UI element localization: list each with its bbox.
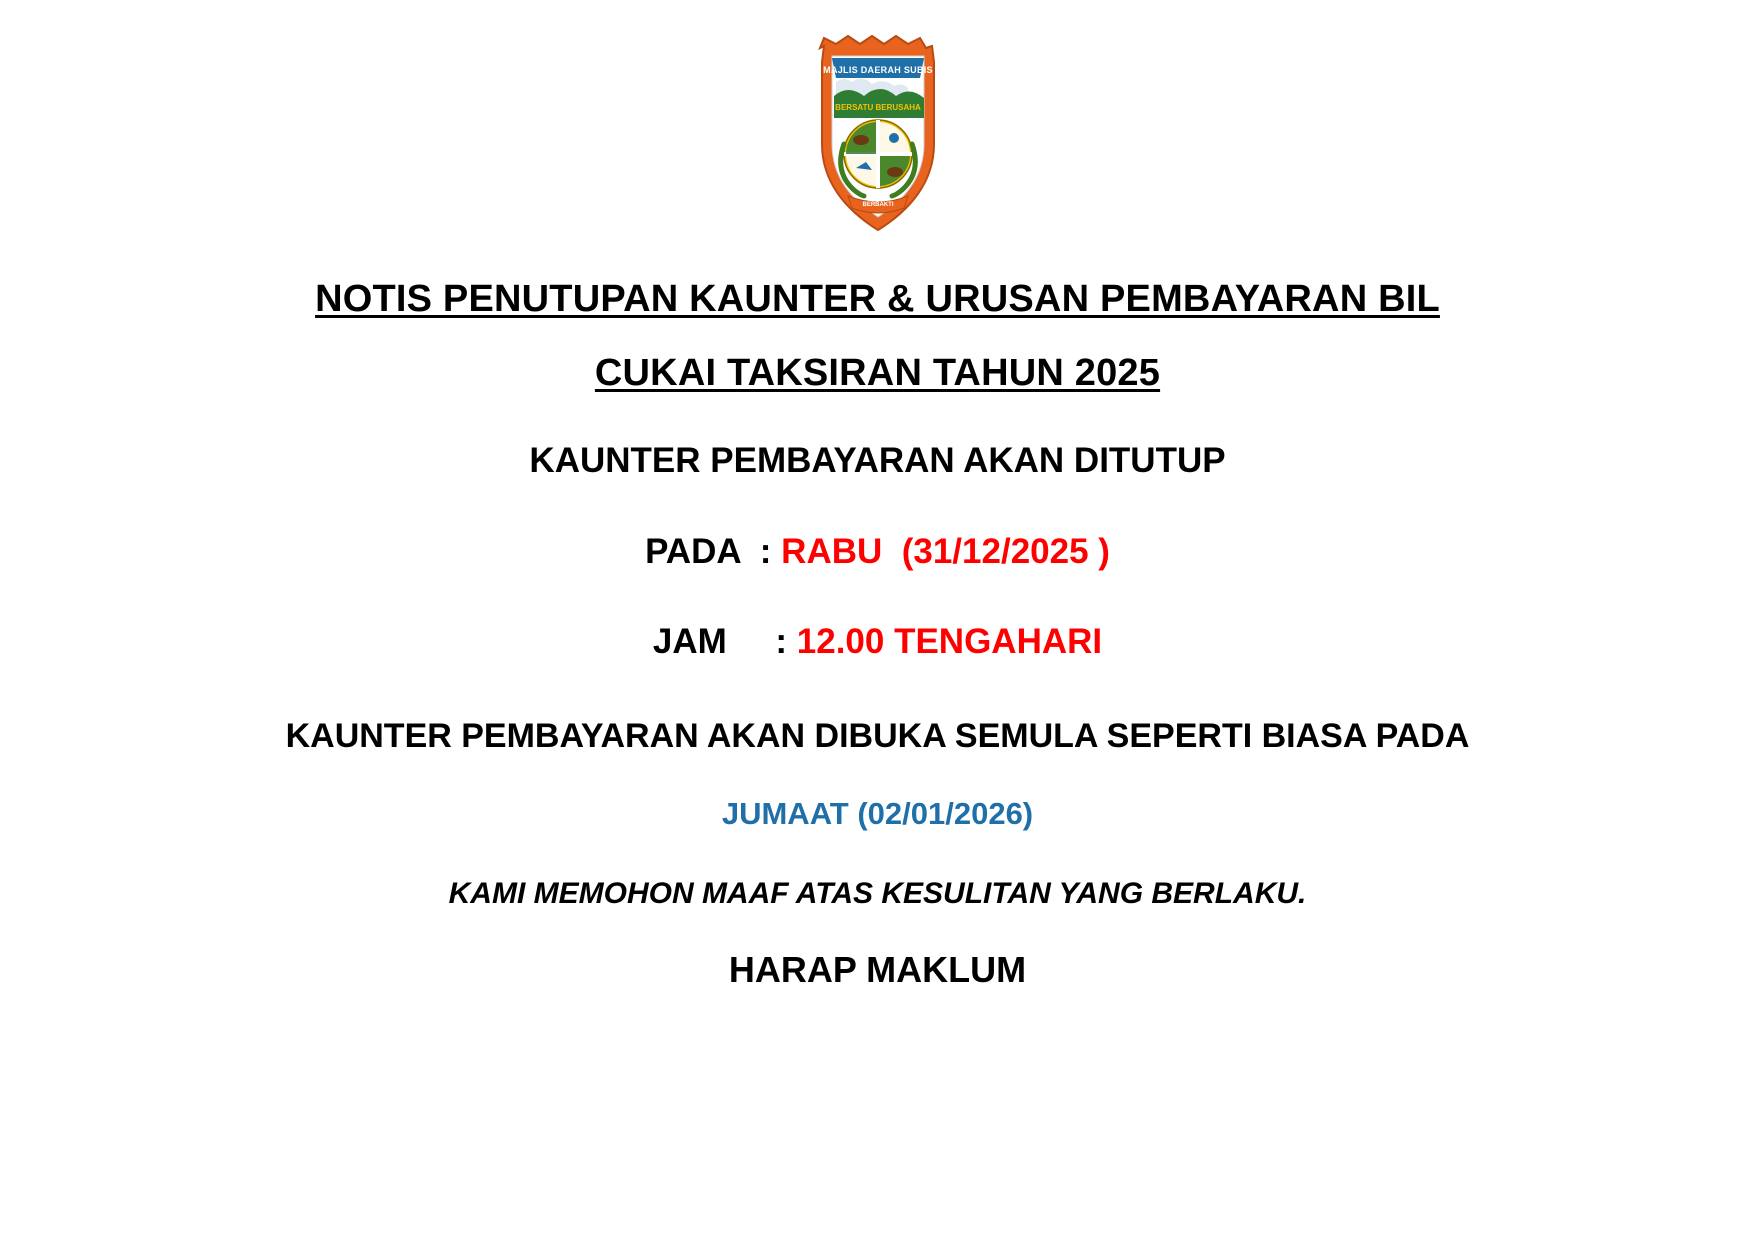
svg-text:MAJLIS DAERAH SUBIS: MAJLIS DAERAH SUBIS — [822, 65, 933, 75]
closing-text: HARAP MAKLUM — [728, 948, 1027, 990]
notice-subheading: KAUNTER PEMBAYARAN AKAN DITUTUP — [529, 441, 1226, 480]
reopen-text: KAUNTER PEMBAYARAN AKAN DIBUKA SEMULA SEPERTI BIASA PADA — [285, 716, 1470, 755]
svg-text:BERBAKTI: BERBAKTI — [862, 202, 893, 208]
closure-time-label: JAM : — [652, 622, 797, 661]
notice-title-line-2 — [90, 354, 1665, 392]
closure-time-value: 12.00 TENGAHARI — [796, 622, 1103, 661]
reopen-date: JUMAAT (02/01/2026) — [721, 795, 1034, 831]
closure-date-label: PADA : — [645, 531, 782, 571]
notice-body — [0, 280, 1755, 990]
notice-title-line-1 — [90, 280, 1665, 318]
notice-title-line-1-text: NOTIS PENUTUPAN KAUNTER & URUSAN PEMBAYARAN BIL — [315, 278, 1440, 320]
notice-title-line-2-text: CUKAI TAKSIRAN TAHUN 2025 — [594, 352, 1161, 394]
crest-container — [0, 34, 1755, 244]
apology-text: KAMI MEMOHON MAAF ATAS KESULITAN YANG BERLAKU. — [448, 876, 1307, 910]
majlis-daerah-crest-icon — [814, 34, 942, 234]
svg-text:BERSATU BERUSAHA: BERSATU BERUSAHA — [834, 103, 921, 112]
closure-date-value: RABU (31/12/2025 ) — [781, 531, 1110, 571]
closure-date-line — [90, 533, 1665, 572]
closure-time-line — [90, 623, 1665, 662]
